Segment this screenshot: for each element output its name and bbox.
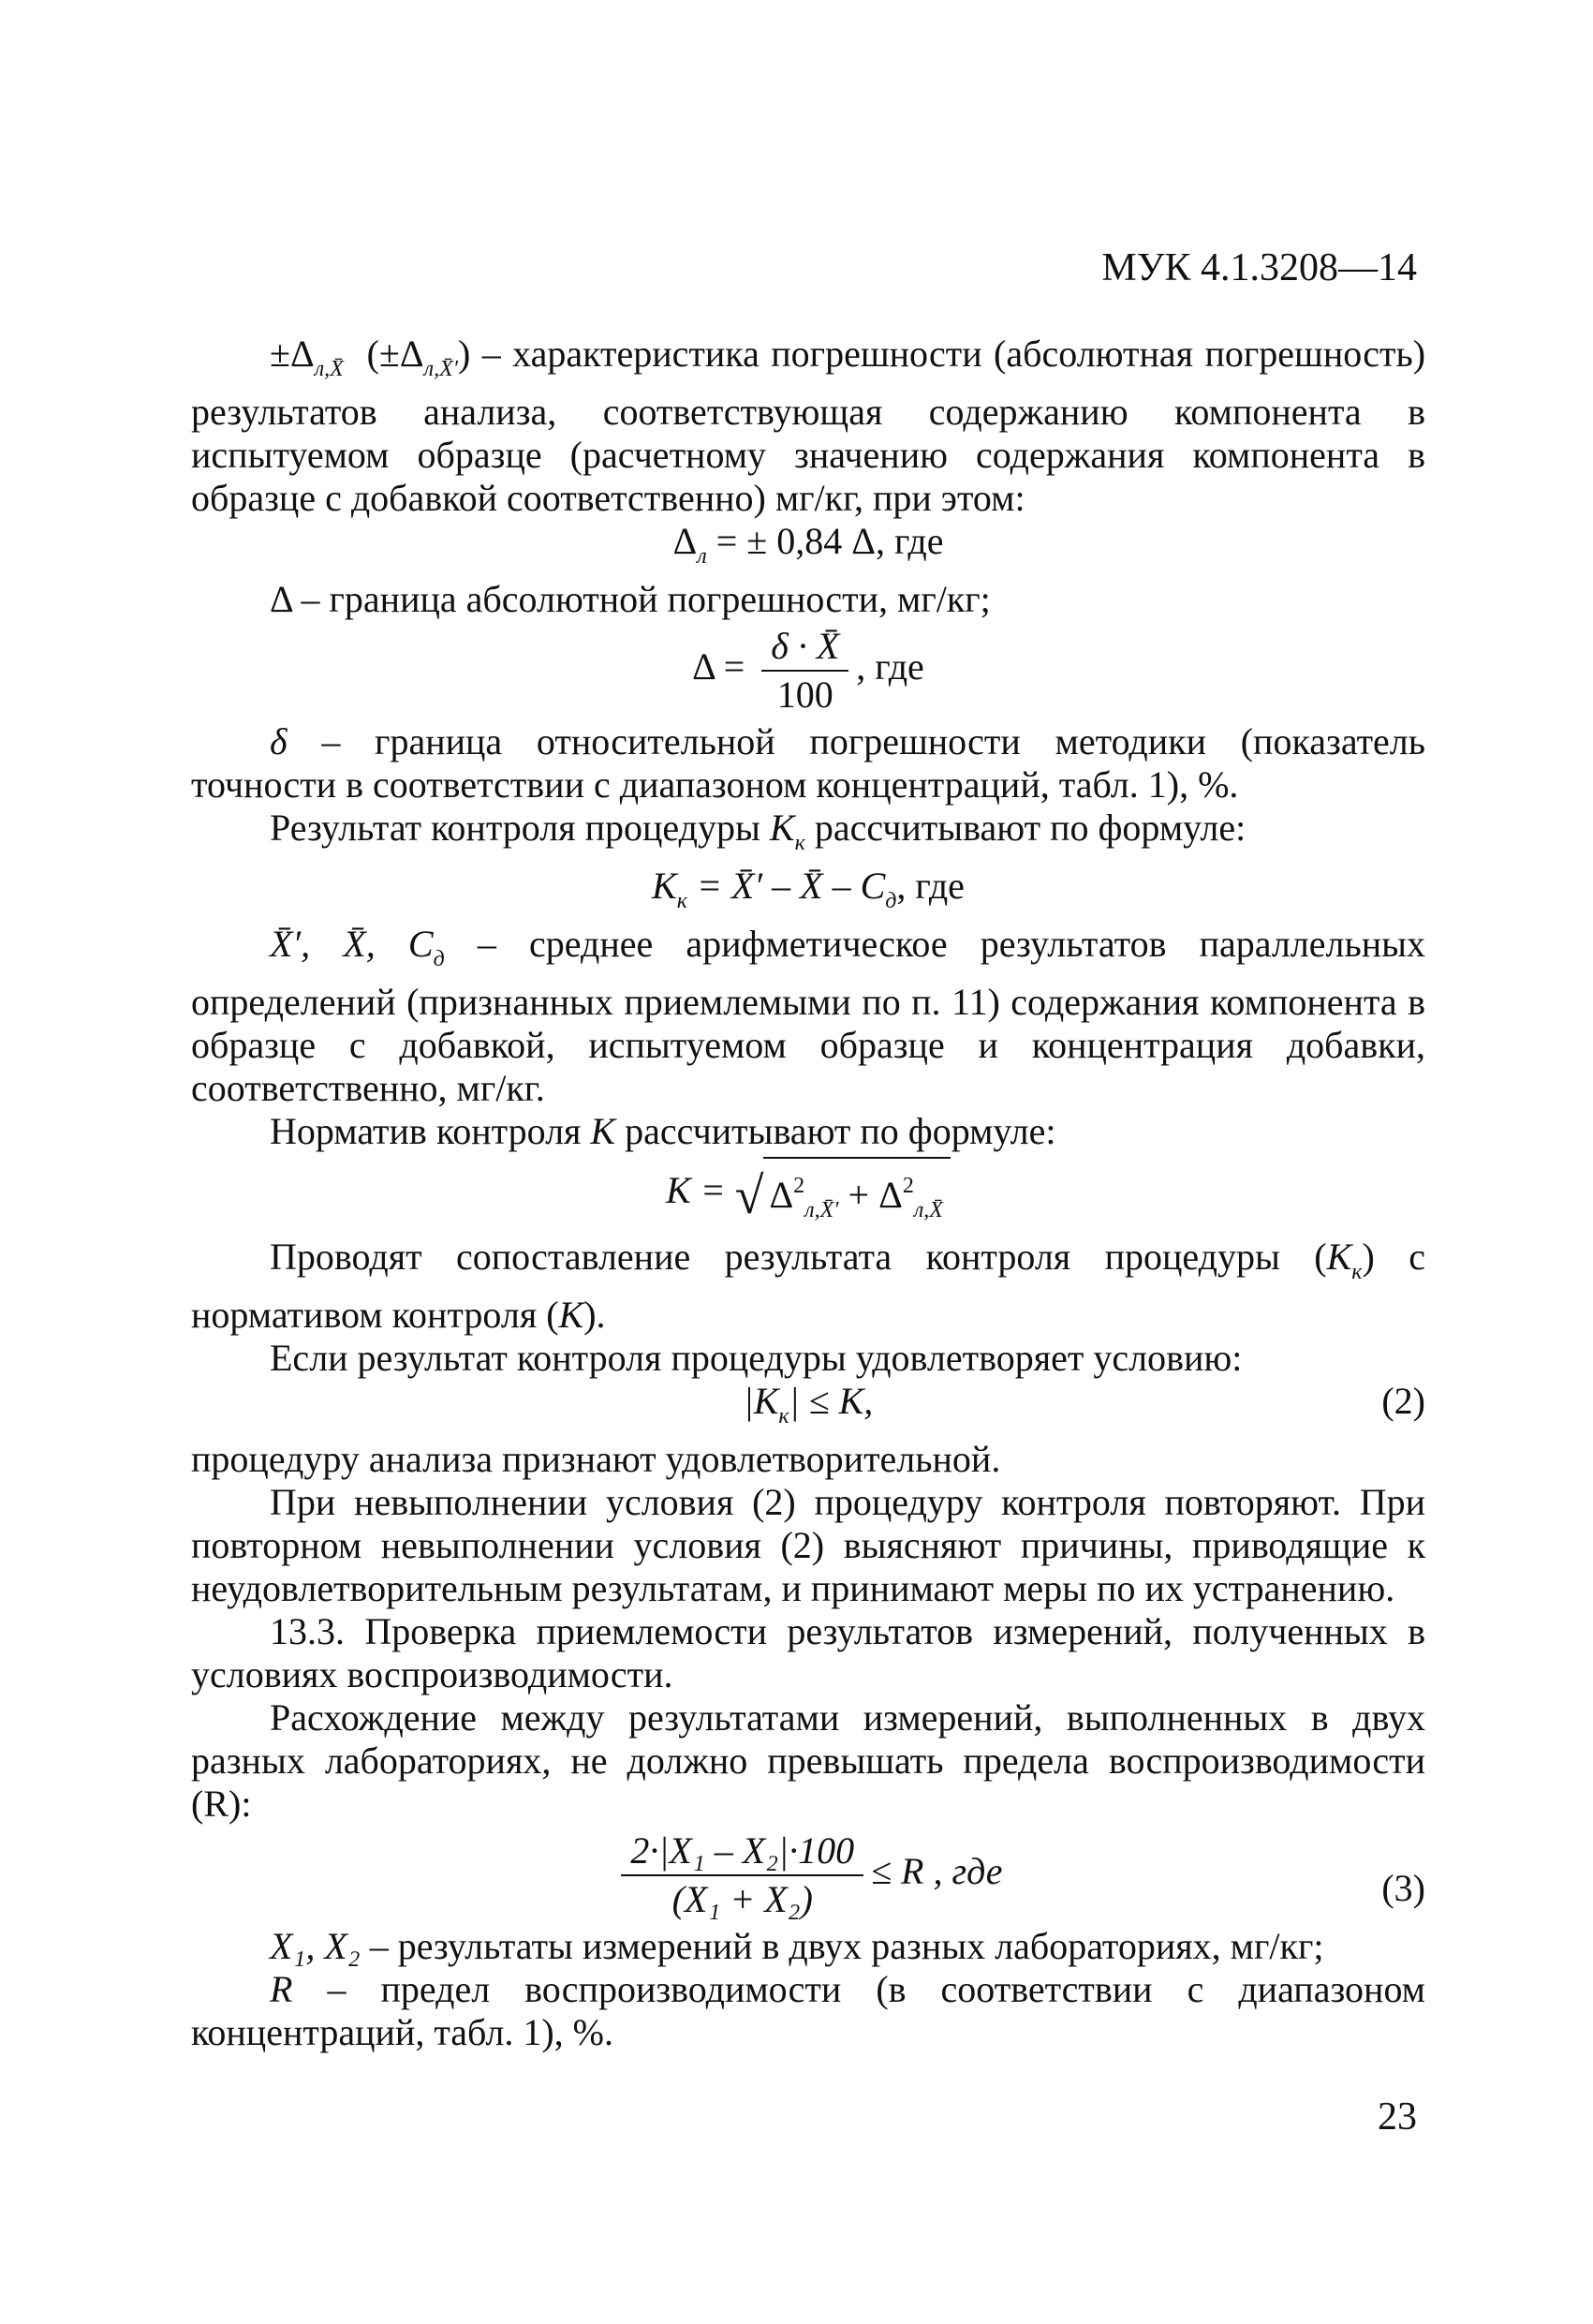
fraction: $\frac{\text{2·|X₁ – X₂|·100}}{\text{(X₁ + X₂)}}$ (621, 1829, 863, 1921)
section-13-3-heading: 13.3. Проверка приемлемости результатов измерений, полученных в условиях воспроизводимости. (191, 1610, 1425, 1695)
equation-number: (3) (1381, 1867, 1425, 1909)
paragraph-error-characteristic: $\pm\Delta_{л,X̄}$ $(\pm\Delta_{л,X̄'})$ – характеристика погрешности (абсолютная погрешность) результатов анализа, соответствующая содержанию компонента в испытуемом образце (расчетному значению содержания компонента в образце с добавкой соответственно) мг/кг, при этом: (191, 333, 1426, 519)
document-code: МУК 4.1.3208—14 (1101, 246, 1417, 289)
paragraph-discrepancy: Расхождение между результатами измерений, выполненных в двух разных лабораториях, не должно превышать предела воспроизводимости (R): (191, 1696, 1425, 1825)
paragraph-comparison: Проводят сопоставление результата контроля процедуры $(K_к)$ с нормативом контроля (K). (191, 1236, 1425, 1336)
paragraph-repeat: При невыполнении условия (2) процедуру контроля повторяют. При повторном невыполнении условия (2) выясняют причины, приводящие к неудовлетворительным результатам, и принимают меры по их устранению. (191, 1481, 1425, 1609)
equation-k-norm: K = √ $\Delta^2_{л,X̄'} + \Delta^2_{л,X̄}$ (191, 1157, 1425, 1232)
paragraph-condition: Если результат контроля процедуры удовлетворяет условию: (270, 1337, 1243, 1379)
paragraph-satisfactory: процедуру анализа признают удовлетворительной. (191, 1438, 1001, 1480)
paragraph-means-definition: X̄′, X̄, $C_д$ – среднее арифметическое результатов параллельных определений (признанных приемлемыми по п. 11) содержания компонента в образце с добавкой, испытуемом образце и концентрация добавки, соответственно, мг/кг. (191, 923, 1426, 1109)
equation-3: $\frac{\text{2·|X₁ – X₂|·100}}{\text{(X₁ + X₂)}}$ ≤ R , где (3) (191, 1829, 1425, 1921)
equation-number: (2) (1381, 1380, 1425, 1422)
paragraph-x-definition: X₁, X₂ – результаты измерений в двух разных лабораториях, мг/кг; (270, 1925, 1324, 1967)
equation-delta: Δ = $\frac{\delta \cdot X̄}{100}$ , где (692, 625, 924, 716)
paragraph-delta-relative: δ – граница относительной погрешности методики (показатель точности в соответствии с диапазоном концентраций, табл. 1), %. (191, 720, 1425, 806)
square-root: √ $\Delta^2_{л,X̄'} + \Delta^2_{л,X̄}$ (735, 1157, 951, 1232)
paragraph-control-result: Результат контроля процедуры $K_к$ рассчитывают по формуле: (270, 807, 1246, 855)
document-body (191, 333, 1425, 2054)
paragraph-delta-definition: Δ – граница абсолютной погрешности, мг/кг; (270, 578, 991, 620)
paragraph-control-norm: Норматив контроля K рассчитывают по формуле: (270, 1110, 1056, 1152)
paragraph-r-definition: R – предел воспроизводимости (в соответствии с диапазоном концентраций, табл. 1), %. (191, 1968, 1425, 2053)
equation-2: $|K_к| \le K$, (2) (743, 1380, 1425, 1428)
radical-sign-icon: √ (734, 1167, 764, 1225)
equation-delta-l: $\Delta_л$ = ± 0,84 Δ, где (672, 520, 944, 569)
fraction: $\frac{\delta \cdot X̄}{100}$ (761, 625, 848, 717)
page-number: 23 (1378, 2095, 1417, 2139)
equation-kk: $K_к$ = X̄′ – X̄ – $C_д$, где (652, 865, 965, 913)
